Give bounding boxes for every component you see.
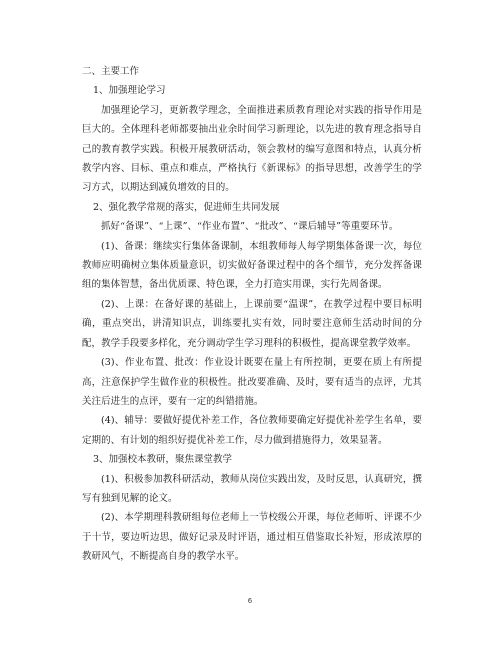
paragraph-research-activities: (1)、积极参加教科研活动，教师从岗位实践出发，及时反思，认真研究，撰写有独到见解的论文。 xyxy=(82,473,422,504)
subheading-teaching-routine: 2、强化教学常规的落实，促进师生共同发展 xyxy=(93,201,280,213)
paragraph-theory-study: 加强理论学习，更新教学理念，全面推进素质教育理论对实践的指导作用是巨大的。全体理科老师都要抽出业余时间学习新理论，以先进的教育理念指导自己的教育教学实践。积极开展教研活动，领会教材的编写意图和特点，认真分析教学内容、目标、重点和难点，严格执行《新课标》的指导思想，改善学生的学习方式，以期达到减负增效的目的。 xyxy=(82,104,422,194)
section-title: 二、主要工作 xyxy=(82,66,140,77)
subheading-school-research: 3、加强校本教研，聚焦课堂教学 xyxy=(93,454,233,466)
paragraph-key-links: 抓好“备课”、“上课”、“作业布置”、“批改”、“课后辅导”等重要环节。 xyxy=(101,221,399,233)
paragraph-lesson-prep: (1)、备课：继续实行集体备课制，本组教师每人每学期集体备课一次，每位教师应明确树立集体质量意识，切实做好备课过程中的各个细节，充分发挥备课组的集体智慧，备出优质课、特色课，全力打造实用课，实行先周备课。 xyxy=(82,240,422,291)
page-number: 6 xyxy=(247,597,253,605)
paragraph-class: (2)、上课：在备好课的基础上，上课前要“温课”，在教学过程中要目标明确，重点突出，讲清知识点，训练要扎实有效，同时要注意师生活动时间的分配，教学手段要多样化，充分调动学生学习理科的积极性，提高课堂教学效率。 xyxy=(82,298,422,349)
subheading-theory-study: 1、加强理论学习 xyxy=(93,85,166,97)
document-body xyxy=(82,62,422,567)
paragraph-tutoring: (4)、辅导：要做好提优补差工作，各位教师要确定好提优补差学生名单，要定期的、有计划的组织好提优补差工作，尽力做到措施得力，效果显著。 xyxy=(82,415,422,446)
paragraph-open-class: (2)、本学期理科教研组每位老师上一节校级公开课，每位老师听、评课不少于十节，要边听边思，做好记录及时评语，通过相互借鉴取长补短，形成浓厚的教研风气，不断提高自身的教学水平。 xyxy=(82,512,422,563)
paragraph-homework: (3)、作业布置、批改：作业设计既要在量上有所控制，更要在质上有所提高，注意保护学生做作业的积极性。批改要准确、及时，要有适当的点评，尤其关注后进生的点评，要有一定的纠错措施。 xyxy=(82,357,422,407)
